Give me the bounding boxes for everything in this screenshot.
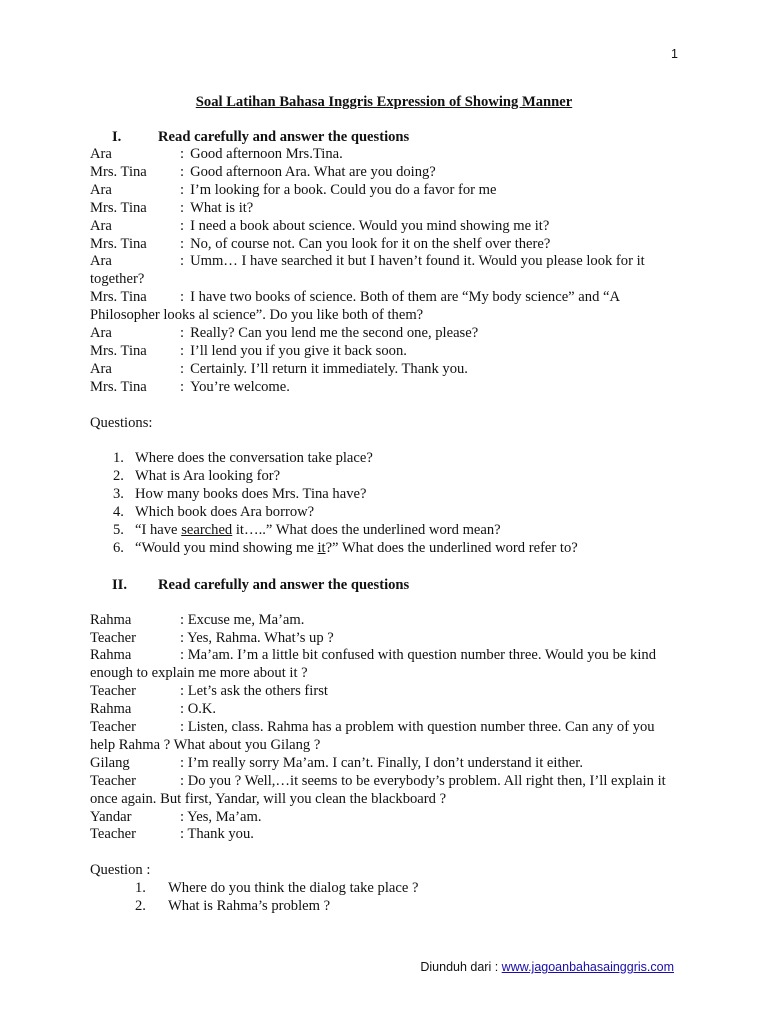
dialog-text: I’ll lend you if you give it back soon. <box>190 342 407 359</box>
speaker-name: Mrs. Tina <box>90 342 147 359</box>
dialog-text: Really? Can you lend me the second one, please? <box>190 325 479 342</box>
dialog-line <box>90 236 680 254</box>
speaker-separator: : <box>180 611 188 628</box>
dialog-line <box>90 755 680 773</box>
dialog-text: You’re welcome. <box>190 378 290 395</box>
speaker-name: Ara <box>90 360 112 377</box>
question-number: 2. <box>135 898 146 915</box>
question-text: ?” What does the underlined word refer to? <box>325 539 578 556</box>
dialog-1 <box>90 146 680 397</box>
speaker-name: Ara <box>90 253 112 270</box>
dialog-text: Let’s ask the others first <box>187 683 328 700</box>
dialog-text: What is it? <box>190 199 254 216</box>
dialog-line <box>90 630 680 648</box>
page-title: Soal Latihan Bahasa Inggris Expression of Showing Manner <box>195 94 573 110</box>
speaker-separator: : <box>180 342 185 359</box>
section-1-number: I. <box>112 129 122 145</box>
dialog-line <box>90 379 680 397</box>
question-number: 2. <box>113 468 124 485</box>
speaker-separator: : <box>180 199 185 216</box>
page-number: 1 <box>671 47 678 61</box>
speaker-separator: : <box>180 253 185 270</box>
section-2-title: Read carefully and answer the questions <box>158 576 410 593</box>
speaker-separator: : <box>180 360 185 377</box>
dialog-text: I need a book about science. Would you mind showing me it? <box>190 217 550 234</box>
dialog-line <box>90 683 680 701</box>
dialog-line <box>90 826 680 844</box>
question-item <box>90 450 680 468</box>
dialog-text: Yes, Ma’am. <box>187 808 262 825</box>
dialog-line <box>90 164 680 182</box>
dialog-text: Certainly. I’ll return it immediately. Thank you. <box>190 360 468 377</box>
dialog-text: Excuse me, Ma’am. <box>187 611 305 628</box>
dialog-text: I’m looking for a book. Could you do a favor for me <box>190 181 497 198</box>
question-number: 4. <box>113 504 124 521</box>
dialog-line <box>90 773 680 809</box>
speaker-separator: : <box>180 181 185 198</box>
speaker-separator: : <box>180 647 188 664</box>
dialog-text: Ma’am. I’m a little bit confused with question number three. Would you be kind enough to explain me more about it ? <box>90 647 656 682</box>
question-number: 1. <box>135 880 146 897</box>
dialog-text: Listen, class. Rahma has a problem with question number three. Can any of you help Rahma ? What about you Gilang ? <box>90 719 655 753</box>
dialog-text: Do you ? Well,…it seems to be everybody’s problem. All right then, I’ll explain it once again. But first, Yandar, will you clean the blackboard ? <box>90 772 666 807</box>
speaker-name: Teacher <box>90 629 136 646</box>
speaker-name: Teacher <box>90 772 136 789</box>
question-text: Which book does Ara borrow? <box>135 504 315 521</box>
question-text: Where does the conversation take place? <box>135 450 373 467</box>
dialog-text: Umm… I have searched it but I haven’t found it. Would you please look for it together? <box>90 253 645 288</box>
speaker-name: Teacher <box>90 683 136 700</box>
speaker-name: Mrs. Tina <box>90 289 147 306</box>
question-text: What is Rahma’s problem ? <box>168 898 331 915</box>
footer-label: Diunduh dari : <box>420 960 502 974</box>
speaker-separator: : <box>180 754 188 771</box>
question-list-2 <box>90 880 680 916</box>
speaker-name: Yandar <box>90 808 132 825</box>
speaker-name: Ara <box>90 325 112 342</box>
dialog-text: No, of course not. Can you look for it on the shelf over there? <box>190 235 551 252</box>
question-text: Where do you think the dialog take place ? <box>168 880 419 897</box>
speaker-separator: : <box>180 719 188 736</box>
question-item <box>90 504 680 522</box>
question-text: How many books does Mrs. Tina have? <box>135 486 367 503</box>
footer-link[interactable]: www.jagoanbahasainggris.com <box>501 960 674 974</box>
dialog-line <box>90 361 680 379</box>
dialog-line <box>90 343 680 361</box>
dialog-line <box>90 647 680 683</box>
section-1-title: Read carefully and answer the questions <box>158 129 410 145</box>
dialog-line <box>90 182 680 200</box>
question-text: it…..” What does the underlined word mean? <box>232 522 501 538</box>
question-item <box>90 522 680 540</box>
dialog-text: Good afternoon Mrs.Tina. <box>190 146 343 162</box>
speaker-separator: : <box>180 701 188 718</box>
speaker-name: Rahma <box>90 647 132 664</box>
question-item <box>90 898 680 916</box>
dialog-line <box>90 289 680 325</box>
questions-label-1: Questions: <box>90 414 153 431</box>
question-number: 5. <box>113 522 124 538</box>
question-number: 6. <box>113 539 124 556</box>
speaker-separator: : <box>180 826 188 843</box>
speaker-separator: : <box>180 289 185 306</box>
speaker-separator: : <box>180 683 188 700</box>
question-item <box>90 880 680 898</box>
speaker-name: Ara <box>90 181 112 198</box>
speaker-separator: : <box>180 146 185 162</box>
dialog-line <box>90 253 680 289</box>
question-item <box>90 540 680 558</box>
speaker-separator: : <box>180 808 188 825</box>
section-2-number: II. <box>112 576 128 593</box>
dialog-text: I have two books of science. Both of them are “My body science” and “A Philosopher looks al science”. Do you like both of them? <box>90 289 620 324</box>
questions-label-2: Question : <box>90 862 151 879</box>
question-item <box>90 486 680 504</box>
question-text: What is Ara looking for? <box>135 468 281 485</box>
footer <box>420 960 674 974</box>
dialog-2 <box>90 612 680 845</box>
dialog-line <box>90 325 680 343</box>
speaker-name: Ara <box>90 146 112 162</box>
speaker-name: Mrs. Tina <box>90 378 147 395</box>
dialog-line <box>90 719 680 755</box>
speaker-separator: : <box>180 217 185 234</box>
question-item <box>90 468 680 486</box>
speaker-name: Teacher <box>90 826 136 843</box>
question-number: 3. <box>113 486 124 503</box>
speaker-separator: : <box>180 772 188 789</box>
dialog-line <box>90 701 680 719</box>
speaker-name: Rahma <box>90 611 132 628</box>
speaker-separator: : <box>180 629 188 646</box>
dialog-line <box>90 200 680 218</box>
dialog-text: Thank you. <box>187 826 254 843</box>
dialog-line <box>90 809 680 827</box>
speaker-name: Mrs. Tina <box>90 235 147 252</box>
dialog-line <box>90 146 680 164</box>
speaker-separator: : <box>180 325 185 342</box>
question-text: “I have <box>135 522 182 538</box>
dialog-line <box>90 612 680 630</box>
speaker-name: Gilang <box>90 754 130 771</box>
dialog-text: O.K. <box>187 701 217 718</box>
speaker-separator: : <box>180 378 185 395</box>
dialog-text: I’m really sorry Ma’am. I can’t. Finally, I don’t understand it either. <box>187 754 583 771</box>
section-2-heading <box>90 576 680 594</box>
speaker-name: Rahma <box>90 701 132 718</box>
dialog-text: Good afternoon Ara. What are you doing? <box>190 163 436 180</box>
underlined-word: it <box>317 539 326 556</box>
document-body <box>90 128 680 916</box>
dialog-text: Yes, Rahma. What’s up ? <box>187 629 334 646</box>
underlined-word: searched <box>181 522 233 538</box>
speaker-name: Mrs. Tina <box>90 163 147 180</box>
speaker-name: Mrs. Tina <box>90 199 147 216</box>
speaker-name: Teacher <box>90 719 136 736</box>
dialog-line <box>90 218 680 236</box>
question-list-1 <box>90 450 680 557</box>
question-text: “Would you mind showing me <box>135 539 318 556</box>
speaker-separator: : <box>180 235 185 252</box>
speaker-separator: : <box>180 163 185 180</box>
question-number: 1. <box>113 450 124 467</box>
section-1-heading <box>90 128 680 146</box>
speaker-name: Ara <box>90 217 112 234</box>
